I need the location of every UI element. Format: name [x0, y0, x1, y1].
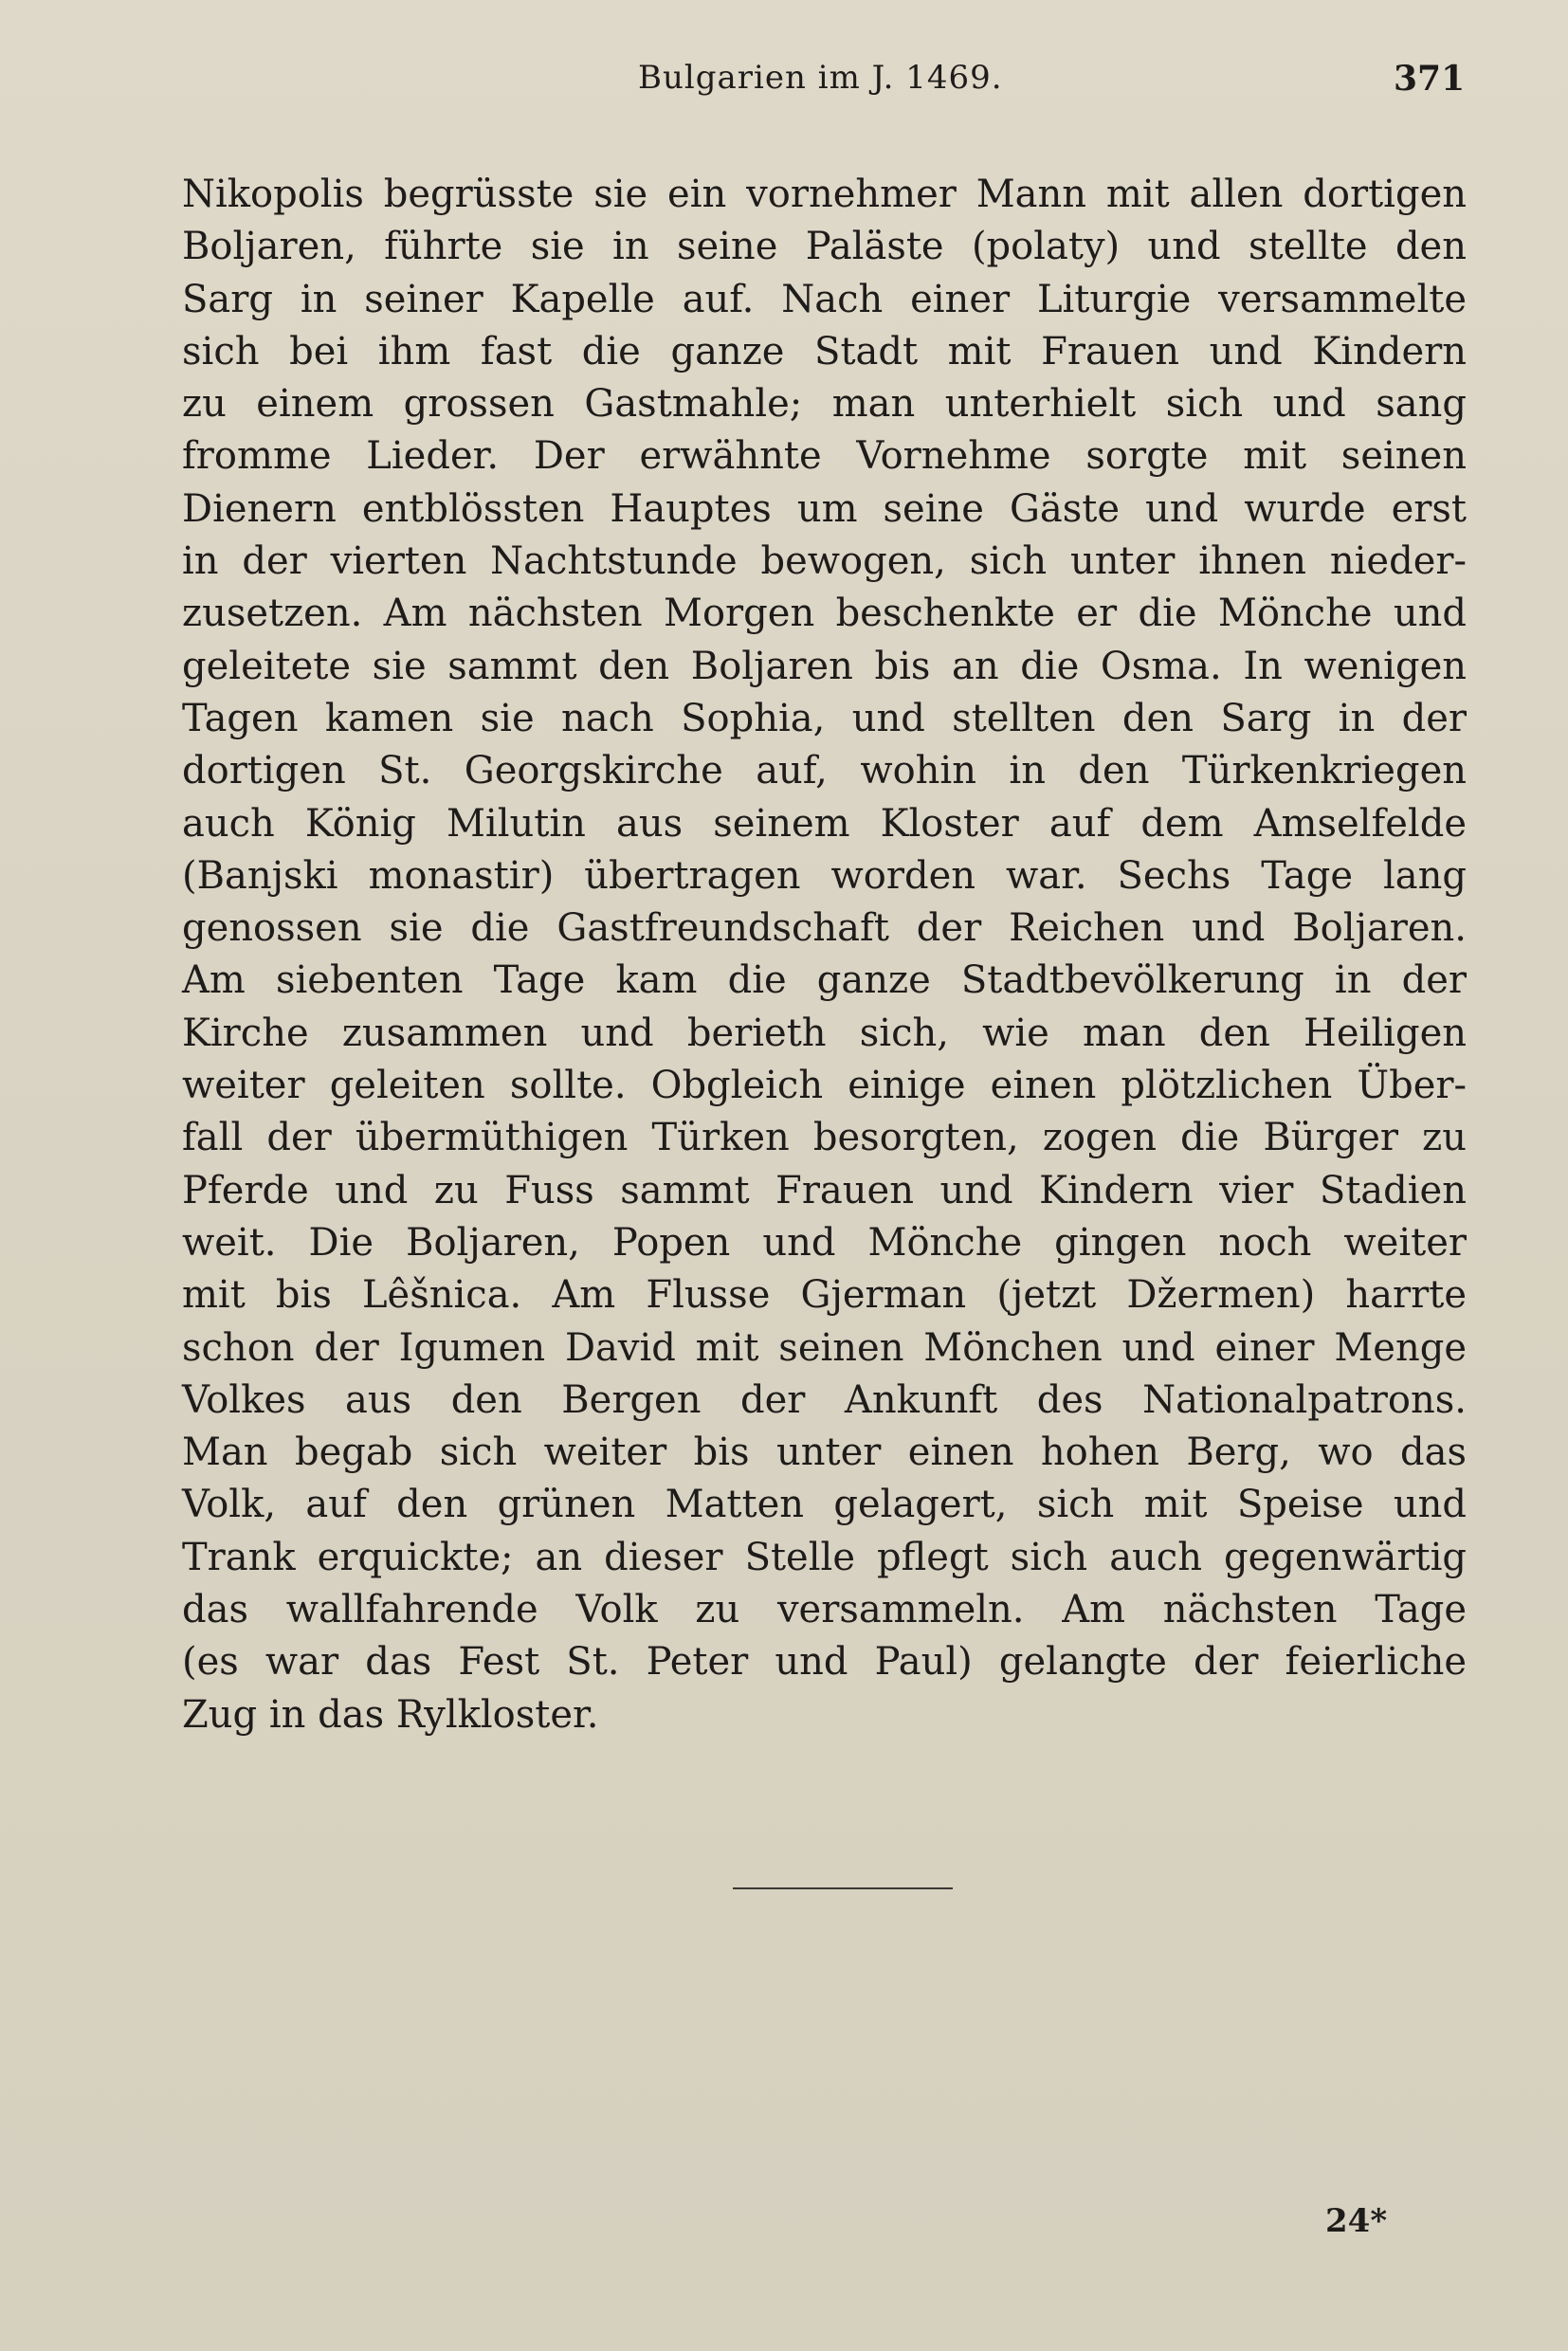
- text-line: weit. Die Boljaren, Popen und Mönche gingen noch weiter: [182, 1220, 1467, 1265]
- text-line: zusetzen. Am nächsten Morgen beschenkte er die Mönche und: [182, 592, 1467, 636]
- text-line: fromme Lieder. Der erwähnte Vornehme sorgte mit seinen: [182, 434, 1467, 479]
- text-line: Am siebenten Tage kam die ganze Stadtbevölkerung in der: [182, 958, 1467, 1003]
- text-line: Kirche zusammen und berieth sich, wie man den Heiligen: [182, 1011, 1467, 1055]
- text-line: Tagen kamen sie nach Sophia, und stellten den Sarg in der: [182, 696, 1467, 740]
- text-line: schon der Igumen David mit seinen Mönchen und einer Menge: [182, 1325, 1467, 1370]
- body-text: [182, 169, 1467, 1741]
- text-line: zu einem grossen Gastmahle; man unterhielt sich und sang: [182, 382, 1467, 427]
- running-head: Bulgarien im J. 1469.: [638, 59, 1003, 97]
- text-line: auch König Milutin aus seinem Kloster auf dem Amselfelde: [182, 801, 1467, 846]
- text-line: sich bei ihm fast die ganze Stadt mit Frauen und Kindern: [182, 329, 1467, 374]
- text-line: Boljaren, führte sie in seine Paläste (polaty) und stellte den: [182, 225, 1467, 269]
- text-line: Volkes aus den Bergen der Ankunft des Nationalpatrons.: [182, 1377, 1467, 1422]
- text-line: Dienern entblössten Hauptes um seine Gäste und wurde erst: [182, 486, 1467, 531]
- section-divider-rule: [733, 1887, 953, 1889]
- text-line: dortigen St. Georgskirche auf, wohin in den Türkenkriegen: [182, 749, 1467, 793]
- text-line: mit bis Lêšnica. Am Flusse Gjerman (jetzt Džermen) harrte: [182, 1273, 1467, 1318]
- text-line: Pferde und zu Fuss sammt Frauen und Kindern vier Stadien: [182, 1168, 1467, 1212]
- text-line: Nikopolis begrüsste sie ein vornehmer Mann mit allen dortigen: [182, 173, 1467, 216]
- text-line: Sarg in seiner Kapelle auf. Nach einer Liturgie versammelte: [182, 277, 1467, 321]
- text-line: weiter geleiten sollte. Obgleich einige einen plötzlichen Über-: [182, 1064, 1467, 1108]
- text-line: fall der übermüthigen Türken besorgten, zogen die Bürger zu: [182, 1116, 1467, 1160]
- text-line: Trank erquickte; an dieser Stelle pflegt sich auch gegenwärtig: [182, 1535, 1467, 1579]
- page-number: 371: [1394, 59, 1466, 99]
- text-line: Man begab sich weiter bis unter einen hohen Berg, wo das: [182, 1431, 1467, 1475]
- text-line: (es war das Fest St. Peter und Paul) gelangte der feierliche: [182, 1640, 1467, 1685]
- text-line: geleitete sie sammt den Boljaren bis an die Osma. In wenigen: [182, 644, 1467, 688]
- text-line: Volk, auf den grünen Matten gelagert, sich mit Speise und: [182, 1483, 1467, 1527]
- signature-mark: 24*: [1325, 2202, 1388, 2240]
- text-line: genossen sie die Gastfreundschaft der Reichen und Boljaren.: [182, 906, 1467, 951]
- text-line: in der vierten Nachtstunde bewogen, sich unter ihnen nieder-: [182, 539, 1467, 584]
- text-line: (Banjski monastir) übertragen worden war. Sechs Tage lang: [182, 853, 1467, 898]
- text-line-last: Zug in das Rylkloster.: [182, 1692, 599, 1737]
- text-line: das wallfahrende Volk zu versammeln. Am nächsten Tage: [182, 1588, 1467, 1632]
